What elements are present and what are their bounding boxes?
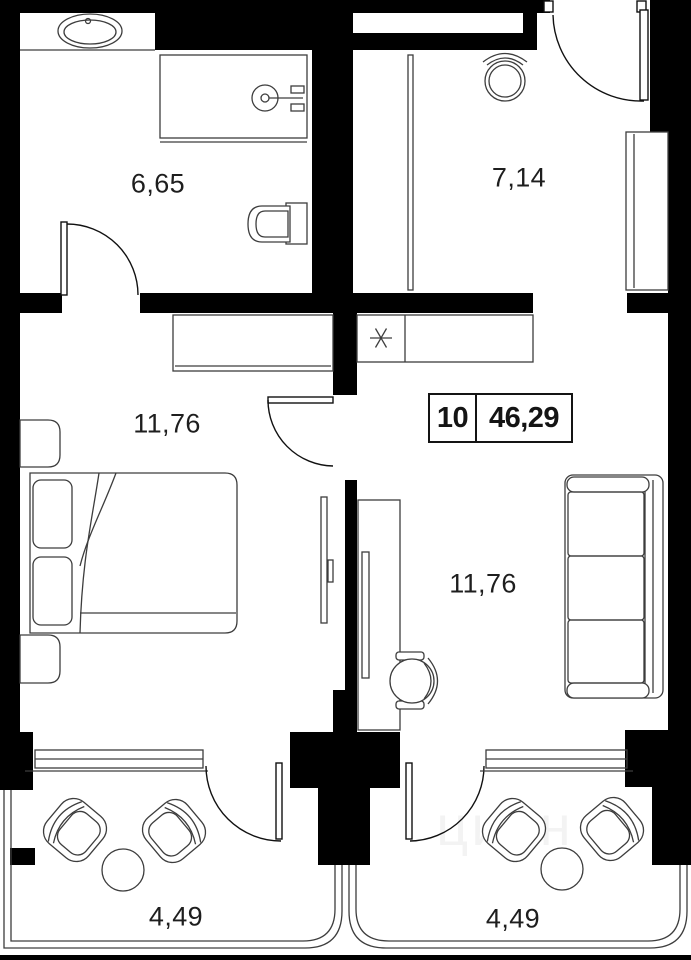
hall-partition: [408, 55, 413, 290]
office-chair-icon: [390, 652, 438, 709]
bedroom-door: [268, 397, 333, 466]
bathroom-door: [61, 222, 138, 295]
room-area-bedroom: 11,76: [133, 408, 201, 439]
hall-wardrobe: [626, 132, 668, 290]
unit-total-area: 46,29: [488, 401, 560, 434]
room-area-balcony-left: 4,49: [148, 901, 204, 932]
room-area-bathroom: 6,65: [130, 168, 186, 199]
room-area-living: 11,76: [449, 568, 517, 599]
tv-icon: [321, 497, 333, 623]
entrance-door: [544, 1, 648, 101]
bedroom-balcony-door: [206, 763, 282, 841]
unit-number: 10: [430, 395, 477, 441]
bed-icon: [30, 473, 237, 633]
stove-symbol-icon: [370, 329, 392, 348]
room-area-hallway: 7,14: [491, 162, 547, 193]
unit-badge: [428, 393, 573, 443]
room-area-balcony-right: 4,49: [485, 903, 541, 934]
desk-icon: [358, 500, 400, 730]
bedroom-balcony-window: [25, 750, 208, 771]
bedroom-wardrobe: [173, 315, 333, 371]
living-balcony-window: [480, 750, 633, 771]
sink-icon: [252, 85, 304, 111]
bathtub-icon: [20, 14, 155, 50]
washing-machine-icon: [483, 54, 527, 102]
sofa-icon: [565, 475, 663, 698]
toilet-icon: [248, 203, 307, 244]
